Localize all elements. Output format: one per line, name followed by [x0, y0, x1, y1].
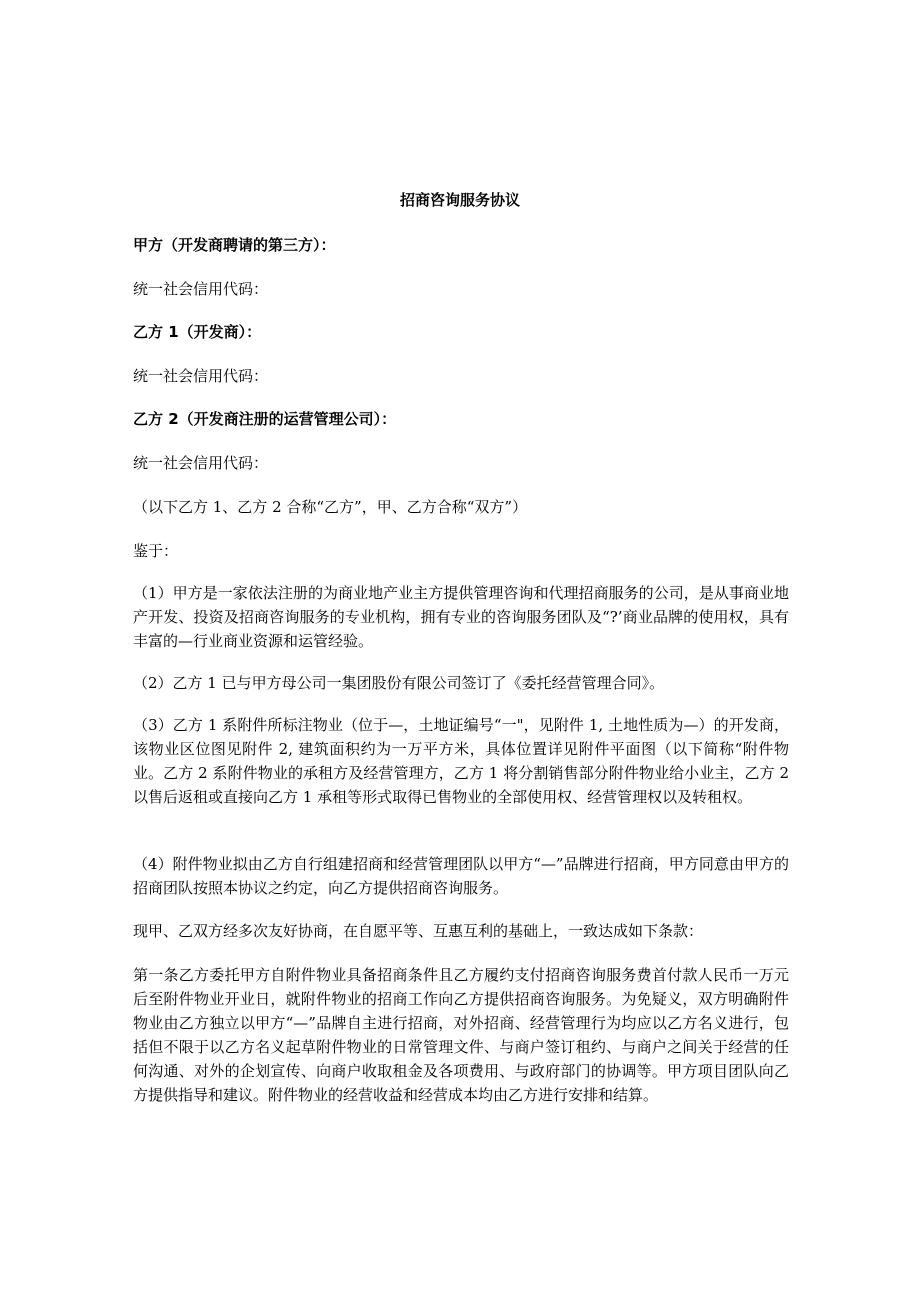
party-a-label: 甲方（开发商聘请的第三方）： — [133, 236, 336, 254]
whereas-heading: 鉴于： — [133, 542, 179, 560]
article-1: 第一条乙方委托甲方自附件物业具备招商条件且乙方履约支付招商咨询服务费首付款人民币一万元后至附件物业开业日，就附件物业的招商工作向乙方提供招商咨询服务。为免疑义，双方明确附件物业由乙方独立以甲方“—”品牌自主进行招商，对外招商、经营管理行为均应以乙方名义进行，包括但不限于以乙方名义起草附件物业的日常管理文件、与商户签订租约、与商户之间关于经营的任何沟通、对外的企划宣传、向商户收取租金及各项费用、与政府部门的协调等。甲方项目团队向乙方提供指导和建议。附件物业的经营收益和经营成本均由乙方进行安排和结算。 — [133, 966, 789, 1104]
party-b2-label: 乙方 2（开发商注册的运营管理公司）： — [133, 410, 397, 428]
document-title: 招商咨询服务协议 — [399, 191, 520, 209]
party-b1-label: 乙方 1（开发商）： — [133, 323, 262, 341]
recital-1: （1）甲方是一家依法注册的为商业地产业主方提供管理咨询和代理招商服务的公司，是从事商业地产开发、投资及招商咨询服务的专业机构，拥有专业的咨询服务团队及“?’商业品牌的使用权，具有丰富的—行业商业资源和运管经验。 — [133, 584, 789, 650]
recital-2: （2）乙方 1 已与甲方母公司一集团股份有限公司签订了《委托经营管理合同》。 — [133, 674, 665, 692]
recital-4: （4）附件物业拟由乙方自行组建招商和经营管理团队以甲方“—”品牌进行招商，甲方同意由甲方的招商团队按照本协议之约定，向乙方提供招商咨询服务。 — [133, 855, 789, 897]
agreement-intro: 现甲、乙双方经多次友好协商，在自愿平等、互惠互利的基础上，一致达成如下条款： — [133, 922, 704, 940]
collective-note: （以下乙方 1、乙方 2 合称“乙方”，甲、乙方合称“双方”） — [133, 498, 528, 516]
party-b2-credit-code: 统一社会信用代码： — [133, 454, 269, 472]
recital-3: （3）乙方 1 系附件所标注物业（位于—，土地证编号“一"，见附件 1, 土地性质为—）的开发商，该物业区位图见附件 2, 建筑面积约为一万平方米，具体位置详见附件平面图（以下简称“附件物业。乙方 2 系附件物业的承租方及经营管理方，乙方 1 将分割销售部分附件物业给小业主，乙方 2 以售后返租或直接向乙方 1 承租等形式取得已售物业的全部使用权、经营管理权以及转租权。 — [133, 716, 789, 806]
party-b1-credit-code: 统一社会信用代码： — [133, 367, 269, 385]
party-a-credit-code: 统一社会信用代码： — [133, 280, 269, 298]
